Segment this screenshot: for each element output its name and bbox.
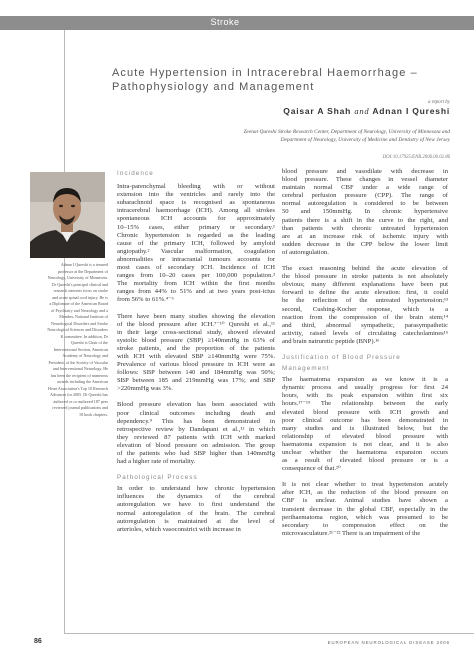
body-text-line: haematoma expansion is not clear, and it is also	[282, 440, 448, 448]
body-text-line: as a result of elevated blood pressure or is a	[282, 457, 448, 465]
bio-line: professor at the Department of	[57, 268, 108, 274]
doi: DOI:10.17925/ENR.2006.00.02.86	[382, 155, 450, 160]
body-text-line: elevation of blood pressure on admission. The group	[117, 441, 275, 449]
section-heading: Incidence	[117, 170, 154, 177]
bio-line: Academy of Neurology and	[62, 353, 108, 358]
body-text-line: ranges from 10–20 cases per 100,000 population.³	[117, 272, 275, 280]
body-text-line: hours.¹⁷⁻¹⁹ The relationship between the early	[282, 400, 448, 408]
body-text-line: intracerebral haemorrhage (ICH). Among all strokes	[117, 207, 275, 215]
body-text-line: the blood pressure in stroke patients is not absolutely	[282, 273, 448, 281]
body-text-line: activity, raised levels of circulating catecholamines¹⁵	[282, 329, 448, 337]
body-column-left	[117, 170, 275, 534]
affiliation-line: Zeenat Qureshi Stroke Research Center, Department of Neurology, University of Minnesota and	[243, 129, 450, 135]
body-text-line: abnormalities or intracranial tumours accounts for	[117, 255, 275, 263]
body-text-line: follows: SBP between 140 and 184mmHg was 50%;	[117, 369, 275, 377]
section-label: Stroke	[210, 17, 240, 27]
body-text-line: systolic blood pressure (SBP) ≥140mmHg in 63% of	[117, 336, 275, 344]
body-text-line: dependency.⁹ This has been demonstrated in	[117, 417, 275, 425]
body-text-line: >220mmHg was 3%.	[117, 385, 173, 393]
bio-line: Heart Association's Top 10 Research	[48, 385, 108, 391]
body-column-right	[282, 168, 448, 538]
body-text-line: The mortality from ICH within the first months	[117, 280, 275, 288]
bio-line: of Psychiatry and Neurology and a	[51, 307, 108, 313]
bio-line: K committee. In addition, Dr	[60, 333, 108, 339]
author-line	[283, 106, 450, 116]
body-text-line: of the blood pressure after ICH.⁷⁻¹⁰ Qureshi et al.,¹¹	[117, 320, 275, 328]
paragraph-gap	[117, 466, 275, 474]
body-text-line: There have been many studies showing the elevation	[117, 312, 275, 320]
body-text-line: dynamic process and usually progress for first 24	[282, 384, 448, 392]
body-text-line: normal autoregulation of the brain. The cerebral	[117, 509, 275, 517]
bio-line: Member, National Institute of	[59, 314, 108, 319]
section-heading: Pathological Process	[117, 474, 198, 482]
bio-line: Neurology, University of Minnesota.	[47, 275, 108, 280]
bio-line: President, of the Society of Vascular	[48, 359, 108, 365]
paragraph-gap	[282, 346, 448, 354]
body-text-line: from 56% to 61%.⁴⁻⁶	[117, 296, 174, 304]
bio-line: Qureshi is Chair of the	[70, 340, 108, 345]
body-text-line: extension into the ventricles and rarely into the	[117, 191, 275, 199]
body-text-line: had a higher rate of mortality.	[117, 458, 196, 466]
body-text-line: blood pressure. These changes in vessel diameter	[282, 176, 448, 184]
body-text-line: arterioles, which vasoconstrict with increase in	[117, 525, 241, 533]
body-text-line: cerebral perfusion pressure (CPP). The range of	[282, 192, 448, 200]
bio-line: reviewed journal publications and	[52, 405, 108, 410]
bio-line: Dr Qureshi's principal clinical and	[51, 281, 108, 287]
body-text-line: stroke patients, and the proportion of the patients	[117, 344, 275, 352]
body-text-line: elevated blood pressure with ICH growth and	[282, 408, 448, 416]
paragraph-gap	[282, 473, 448, 481]
body-text-line: Intra-parenchymal bleeding with or without	[117, 183, 275, 191]
body-text-line: secondary to compression effect on the	[282, 521, 448, 529]
bio-line: Interventional Section, American	[53, 346, 108, 352]
bio-line: a Diplomate of the American Board	[49, 301, 108, 306]
body-text-line: perihaematoma region, which was presumed to be	[282, 513, 448, 521]
body-text-line: be the reflection of the untreated hypertension;¹³	[282, 297, 448, 305]
body-text-line: they reviewed 87 patients with ICH with marked	[117, 433, 275, 441]
author-portrait-icon	[30, 172, 105, 258]
body-text-line: and brain natruretic peptide (BNP).¹⁶	[282, 337, 380, 345]
body-text-line: angiopathy.² Vascular malformation, coagulation	[117, 247, 275, 255]
bio-line: 18 book chapters.	[79, 411, 108, 417]
body-text-line: reaction from the compression of the brain stem;¹⁴	[282, 313, 448, 321]
body-text-line: CBF is unclear. Animal studies have shown a	[282, 497, 448, 505]
body-text-line: of the patients who had SBP higher than 140mmHg	[117, 450, 275, 457]
paragraph-gap	[117, 393, 275, 401]
body-text-line: transient decrease in the global CBF, especially in the	[282, 505, 448, 513]
body-text-line: blood pressure and vasodilate with decrease in	[282, 168, 448, 175]
body-text-line: 50 and 150mmHg. In chronic hypertensive	[282, 208, 448, 216]
body-text-line: cause of the primary ICH, followed by amyloid	[117, 239, 275, 247]
body-text-line: autoregulation we have to first understand the	[117, 501, 275, 509]
affiliation	[112, 128, 450, 144]
body-text-line: microvasculature.²¹⁻²² There is an impairment of the	[282, 529, 421, 537]
bio-line: awards including the American	[56, 379, 108, 384]
body-text-line: maintain normal CBF under a wide range of	[282, 184, 448, 192]
body-text-line: hours, with its peak expansion within first six	[282, 392, 448, 400]
bio-line: Neurological Disorders and Stroke	[51, 320, 108, 326]
title-line: Pathophysiology and Management	[112, 81, 315, 93]
body-text-line: Blood pressure elevation has been associated with	[117, 401, 275, 409]
author-name: Qaisar A Shah	[283, 106, 352, 116]
section-heading: Justification of Blood Pressure	[282, 353, 401, 361]
body-text-line: poor clinical outcome has been demonstrated in	[282, 416, 448, 424]
body-text-line: poor clinical outcomes including death and	[117, 409, 275, 417]
body-text-line: SBP between 185 and 219mmHg was 17%; and SBP	[117, 377, 275, 385]
section-heading: Management	[282, 365, 330, 373]
report-by: a report by	[427, 100, 450, 105]
body-text-line: In order to understand how chronic hypertension	[117, 485, 275, 493]
page-number: 86	[34, 638, 42, 645]
body-text-line: sudden decrease in the CPP below the lower limit	[282, 240, 448, 248]
body-text-line: and third, abnormal sympathetic, parasympathetic	[282, 321, 448, 329]
body-text-line: consequence of that.²⁰	[282, 465, 341, 473]
affiliation-line: Department of Neurology, University of Medicine and Dentistry of New Jersey	[280, 137, 450, 143]
body-text-line: in their large cross-sectional study, showed elevated	[117, 328, 275, 336]
bio-line: and Interventional Neurology. He	[53, 366, 108, 371]
body-text-line: spontaneous ICH accounts for approximately	[117, 215, 275, 223]
paragraph-gap	[282, 257, 448, 265]
body-text-line: with ICH with elevated SBP ≥140mmHg were 75%.	[117, 352, 275, 360]
body-text-line: relationship of elevated blood pressure with	[282, 432, 448, 440]
body-text-line: normal autoregulation is considered to be between	[282, 200, 448, 208]
body-text-line: The haematoma expansion as we know it is a	[282, 376, 448, 384]
bio-line: and acute spinal cord injury. He is	[52, 294, 108, 300]
author-conjunction: and	[354, 106, 370, 116]
body-text-line: unclear whether the haematoma expansion occurs	[282, 449, 448, 456]
body-text-line: after ICH, as the reduction of the blood pressure on	[282, 489, 448, 497]
body-text-line: influences the dynamics of the cerebral	[117, 493, 275, 501]
body-text-line: retrospective review by Dandapani et al.,¹² in which	[117, 425, 275, 433]
bio-line: Neurological Sciences and Disorders	[47, 327, 108, 332]
body-text-line: Prevalence of various blood pressure in ICH were as	[117, 361, 275, 369]
title-line: Acute Hypertension in Intracerebral Haemorrhage –	[112, 67, 418, 79]
body-text-line: 10–15% cases, either primary or secondary.¹	[117, 223, 275, 231]
body-text-line: ranges from 44% to 51% and at two years post-ictus	[117, 288, 275, 296]
body-text-line: obvious; many different explanations have been put	[282, 281, 448, 289]
footer-rule	[64, 633, 474, 634]
bio-line: Adnan I Qureshi is a tenured	[60, 262, 108, 267]
body-text-line: many studies and is illustrated below, but the	[282, 424, 448, 432]
body-text-line: autoregulation is maintained at the level of	[117, 517, 275, 525]
body-text-line: second, Cushing-Kocher response, which is a	[282, 305, 448, 313]
body-text-line: of autoregulation.	[282, 248, 329, 256]
body-text-line: It is not clear whether to treat hypertension acutely	[282, 481, 448, 489]
author-name: Adnan I Qureshi	[372, 106, 450, 116]
body-text-line: Chronic hypertension is regarded as the leading	[117, 231, 275, 239]
body-text-line: The exact reasoning behind the acute elevation of	[282, 265, 448, 273]
body-text-line: forward to define the acute elevation: first, it could	[282, 289, 448, 297]
body-text-line: than patients with chronic untreated hypertension	[282, 224, 448, 232]
body-text-line: are at an increase risk of ischemic injury with	[282, 232, 448, 240]
article-title	[112, 66, 452, 94]
body-text-line: patients there is a shift in the curve to the right, and	[282, 216, 448, 224]
bio-line: has been the recipient of numerous	[50, 372, 108, 378]
body-text-line: most cases of secondary ICH. Incidence of ICH	[117, 264, 275, 272]
paragraph-gap	[117, 305, 275, 313]
bio-line: authored or co-authored 187 peer	[53, 398, 108, 404]
author-bio	[24, 262, 108, 418]
author-photo	[30, 172, 105, 258]
bio-line: Advances for 2005. Dr Qureshi has	[50, 392, 108, 397]
journal-name: EUROPEAN NEUROLOGICAL DISEASE 2006	[327, 640, 450, 645]
body-text-line: subarachnoid space is recognised as spontaneous	[117, 199, 275, 207]
bio-line: research interests focus on stroke	[53, 288, 108, 293]
